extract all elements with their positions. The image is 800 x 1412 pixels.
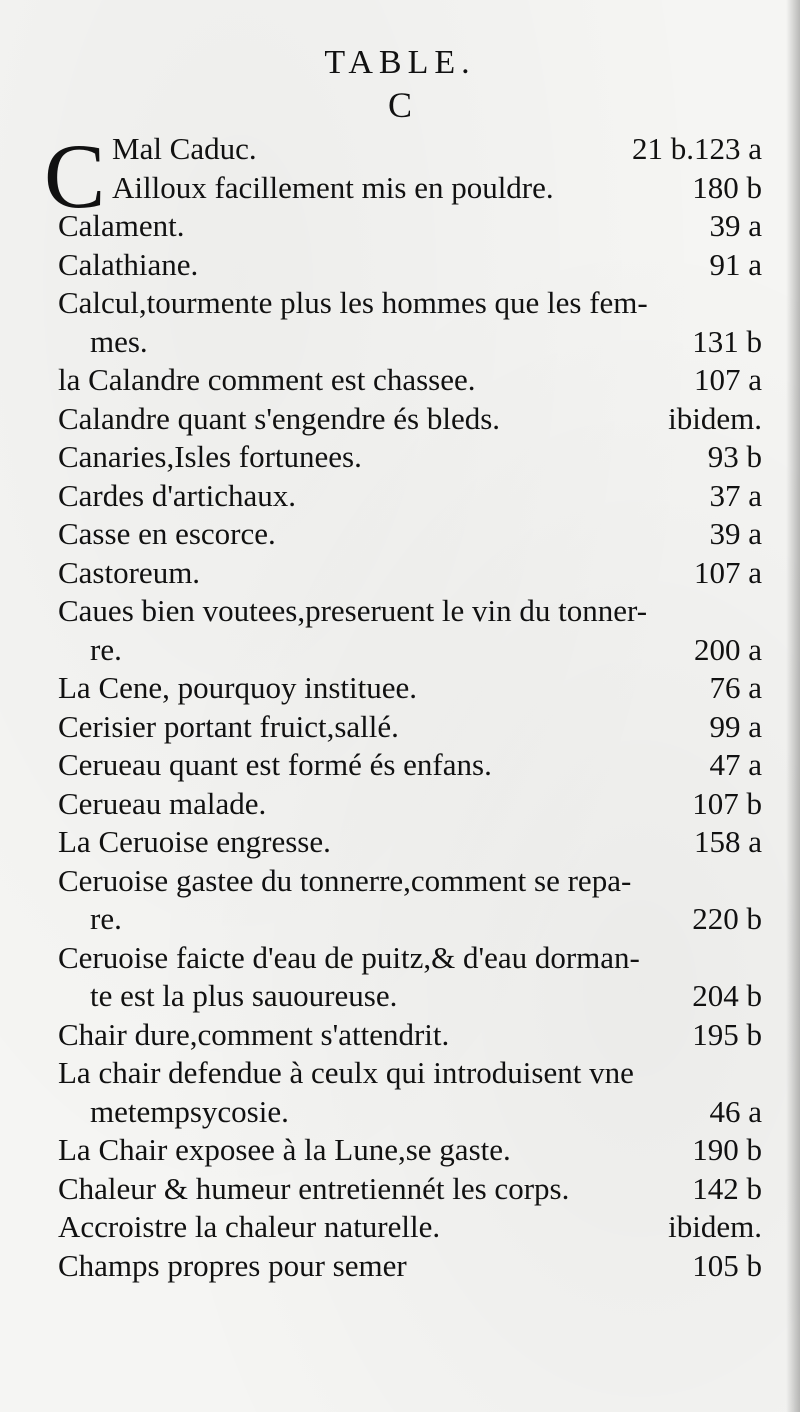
index-entries bbox=[0, 125, 800, 1285]
index-entry bbox=[0, 246, 800, 285]
entry-text: Calandre quant s'engendre és bleds. bbox=[58, 400, 501, 436]
page-reference: 142 b bbox=[692, 1170, 762, 1206]
page-reference: 200 a bbox=[693, 631, 762, 667]
index-entry bbox=[0, 1247, 800, 1286]
index-entry bbox=[0, 554, 800, 593]
entry-line bbox=[0, 669, 800, 708]
entry-text: Mal Caduc. bbox=[112, 131, 257, 166]
index-entry bbox=[0, 1016, 800, 1055]
page-reference: 131 b bbox=[692, 323, 762, 359]
index-entry bbox=[0, 862, 800, 939]
entry-line bbox=[0, 246, 800, 285]
index-entry bbox=[0, 1131, 800, 1170]
index-entry bbox=[0, 1208, 800, 1247]
entry-text: Cerisier portant fruict,sallé. bbox=[58, 708, 399, 744]
entry-text: la Calandre comment est chassee. bbox=[58, 362, 476, 397]
page-reference: 21 b.123 a bbox=[631, 131, 762, 166]
entry-text: Cerueau quant est formé és enfans. bbox=[58, 747, 492, 782]
page-reference: 195 b bbox=[692, 1016, 762, 1052]
page-reference: 37 a bbox=[709, 477, 762, 513]
entry-text: Calament. bbox=[58, 208, 185, 243]
index-entry bbox=[0, 746, 800, 785]
index-entry bbox=[0, 939, 800, 1016]
entry-line bbox=[0, 284, 800, 323]
page-reference: 107 a bbox=[693, 554, 762, 590]
entry-text: Cerueau malade. bbox=[58, 785, 267, 821]
entry-text: Ceruoise faicte d'eau de puitz,& d'eau dorman- bbox=[58, 939, 640, 975]
page-reference: ibidem. bbox=[668, 1209, 762, 1244]
page-title: TABLE. bbox=[324, 44, 476, 81]
page-reference: 39 a bbox=[709, 516, 762, 551]
index-entry bbox=[0, 823, 800, 862]
entry-line bbox=[0, 1054, 800, 1093]
page-reference: 91 a bbox=[709, 246, 762, 282]
page-reference: 180 b bbox=[692, 169, 762, 205]
entry-line bbox=[0, 554, 800, 593]
entry-line bbox=[0, 977, 800, 1016]
page-reference: 107 a bbox=[693, 362, 762, 397]
index-entry bbox=[0, 785, 800, 824]
entry-line bbox=[0, 592, 800, 631]
entry-text: re. bbox=[90, 901, 122, 936]
entry-line bbox=[0, 438, 800, 477]
index-entry bbox=[0, 438, 800, 477]
entry-text: Casse en escorce. bbox=[58, 516, 276, 551]
index-entry bbox=[0, 669, 800, 708]
page-reference: 190 b bbox=[692, 1132, 762, 1167]
index-entry bbox=[0, 400, 800, 439]
entry-text: La Ceruoise engresse. bbox=[58, 824, 331, 859]
page-reference: 47 a bbox=[709, 747, 762, 782]
entry-line bbox=[0, 169, 800, 208]
entry-text: re. bbox=[90, 631, 122, 667]
page-reference: 220 b bbox=[692, 901, 762, 936]
entry-text: Ceruoise gastee du tonnerre,comment se repa- bbox=[58, 862, 632, 898]
section-letter: C bbox=[387, 85, 412, 125]
entry-text: mes. bbox=[90, 323, 148, 359]
entry-line bbox=[0, 361, 800, 400]
page-reference: 107 b bbox=[692, 785, 762, 821]
page-reference: 105 b bbox=[692, 1247, 762, 1283]
entry-line bbox=[0, 323, 800, 362]
index-entry bbox=[0, 1170, 800, 1209]
entry-line bbox=[0, 477, 800, 516]
entry-line bbox=[0, 515, 800, 554]
page-reference: 39 a bbox=[709, 208, 762, 243]
entry-line bbox=[0, 862, 800, 901]
index-entry bbox=[0, 708, 800, 747]
entry-text: metempsycosie. bbox=[90, 1093, 289, 1129]
page-reference: ibidem. bbox=[668, 400, 762, 436]
entry-line bbox=[0, 1093, 800, 1132]
entry-text: Ailloux facillement mis en pouldre. bbox=[112, 169, 554, 205]
entry-text: te est la plus sauoureuse. bbox=[90, 978, 398, 1013]
entry-line bbox=[0, 631, 800, 670]
page-reference: 76 a bbox=[709, 670, 762, 705]
entry-line bbox=[0, 746, 800, 785]
page-reference: 204 b bbox=[692, 978, 762, 1013]
entry-line bbox=[0, 400, 800, 439]
entry-text: Champs propres pour semer bbox=[58, 1247, 407, 1283]
entry-text: Accroistre la chaleur naturelle. bbox=[58, 1209, 441, 1244]
entry-text: Calcul,tourmente plus les hommes que les fem- bbox=[58, 285, 648, 320]
index-entry bbox=[0, 477, 800, 516]
drop-capital: C bbox=[44, 125, 106, 227]
page-reference: 46 a bbox=[709, 1093, 762, 1129]
page-reference: 158 a bbox=[693, 824, 762, 859]
entry-text: La Chair exposee à la Lune,se gaste. bbox=[58, 1132, 511, 1167]
entry-text: Chair dure,comment s'attendrit. bbox=[58, 1016, 450, 1052]
index-entry bbox=[0, 284, 800, 361]
entry-line bbox=[0, 1208, 800, 1247]
entry-text: Chaleur & humeur entretiennét les corps. bbox=[58, 1170, 570, 1206]
entry-text: Canaries,Isles fortunees. bbox=[58, 439, 362, 474]
index-entry bbox=[0, 1054, 800, 1131]
index-entry bbox=[0, 361, 800, 400]
page-reference: 93 b bbox=[707, 439, 762, 474]
entry-line bbox=[0, 1131, 800, 1170]
entry-line bbox=[0, 1170, 800, 1209]
index-entry bbox=[0, 592, 800, 669]
index-entry bbox=[0, 515, 800, 554]
entry-line bbox=[0, 207, 800, 246]
entry-line bbox=[0, 708, 800, 747]
entry-line bbox=[0, 130, 800, 169]
entry-text: Castoreum. bbox=[58, 554, 201, 590]
entry-text: La chair defendue à ceulx qui introduisent vne bbox=[58, 1055, 634, 1090]
entry-line bbox=[0, 1247, 800, 1286]
entry-line bbox=[0, 1016, 800, 1055]
entry-text: La Cene, pourquoy instituee. bbox=[58, 670, 417, 705]
entry-line bbox=[0, 823, 800, 862]
entry-text: Calathiane. bbox=[58, 246, 199, 282]
entry-line bbox=[0, 900, 800, 939]
entry-line bbox=[0, 939, 800, 978]
index-entry bbox=[0, 207, 800, 246]
page-reference: 99 a bbox=[709, 708, 762, 744]
entry-text: Cardes d'artichaux. bbox=[58, 477, 296, 513]
entry-line bbox=[0, 785, 800, 824]
entry-text: Caues bien voutees,preseruent le vin du tonner- bbox=[58, 593, 648, 628]
